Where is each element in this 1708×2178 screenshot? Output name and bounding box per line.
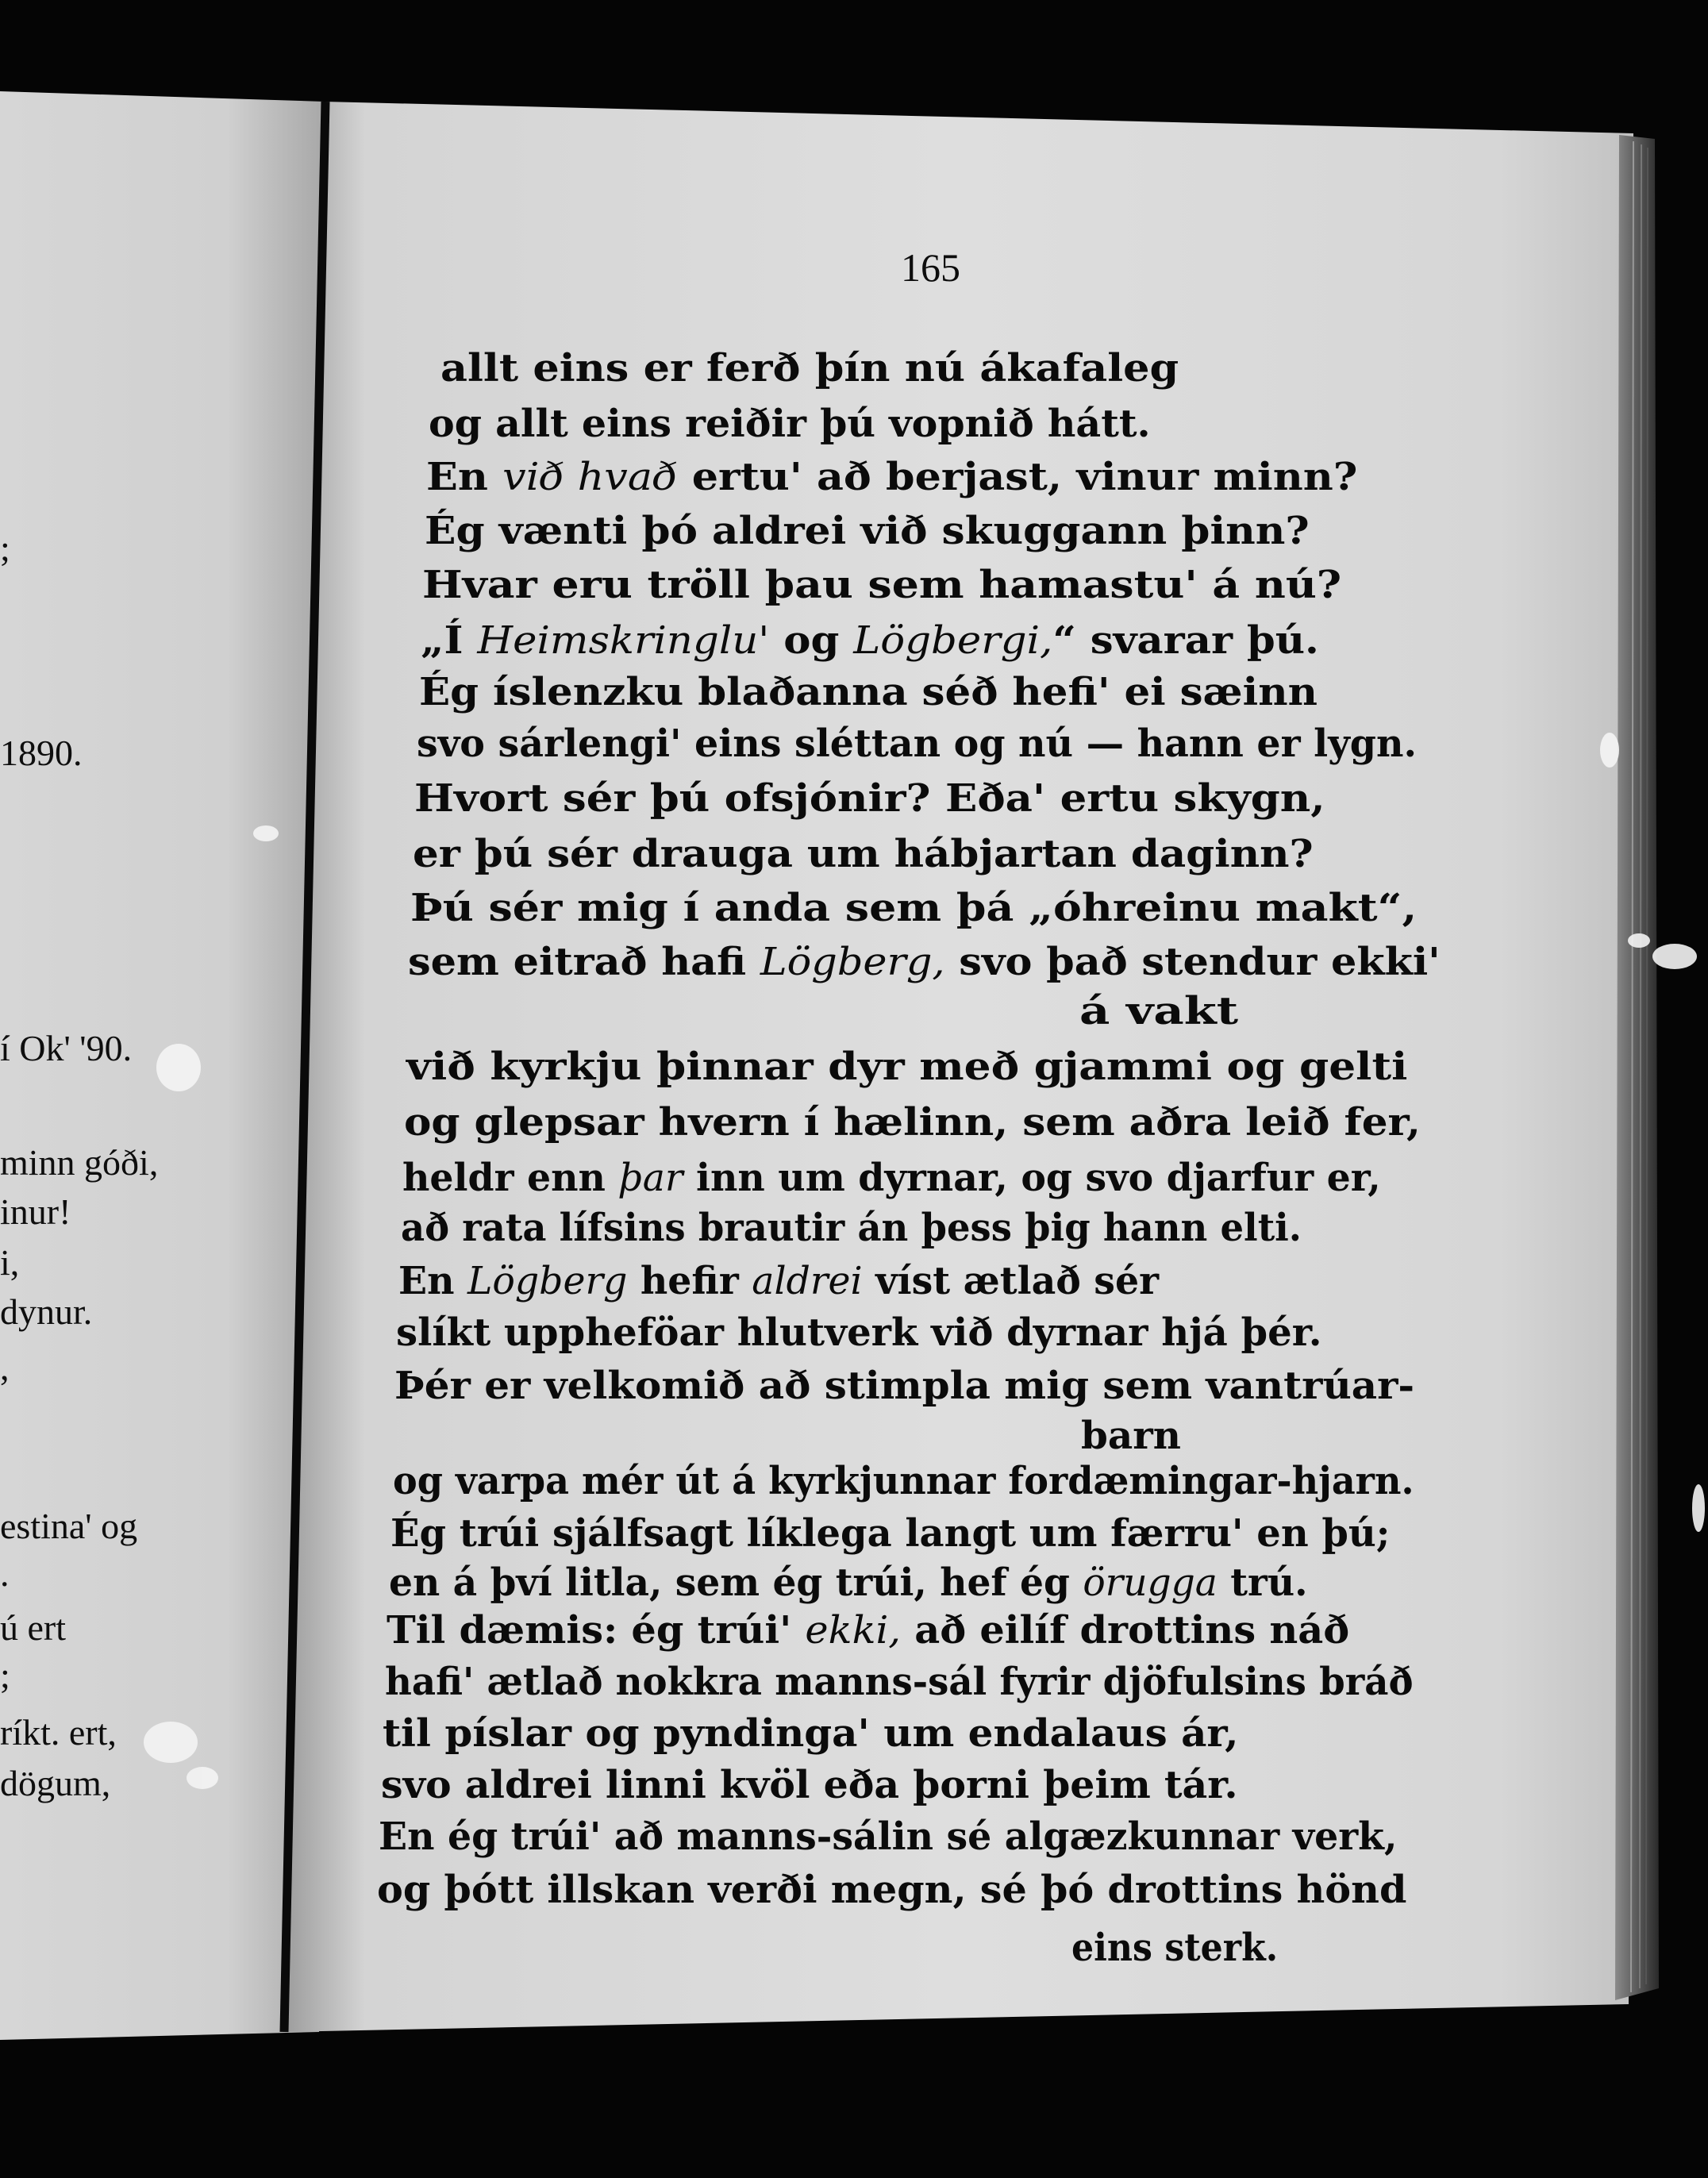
- edge-fragment: ú ert: [0, 1607, 67, 1648]
- verse-line: er þú sér drauga um hábjartan daginn?: [413, 832, 1314, 876]
- verse-line: en á því litla, sem ég trúi, hef ég örugga trú.: [389, 1560, 1308, 1605]
- verse-line: og varpa mér út á kyrkjunnar fordæmingar-hjarn.: [393, 1459, 1414, 1503]
- edge-fragment: dögum,: [0, 1763, 111, 1803]
- verse-line: heldr enn þar inn um dyrnar, og svo djarfur er,: [402, 1156, 1381, 1200]
- verse-line: svo sárlengi' eins sléttan og nú — hann er lygn.: [417, 722, 1418, 766]
- italic-text: Lögberg: [467, 1259, 628, 1303]
- page-number: 165: [901, 245, 960, 290]
- verse-line: hafi' ætlað nokkra manns-sál fyrir djöfulsins bráð: [385, 1660, 1414, 1704]
- italic-text: við hvað: [502, 455, 678, 499]
- edge-fragment: ríkt. ert,: [0, 1712, 117, 1753]
- verse-line: Ég íslenzku blaðanna séð hefi' ei sæinn: [419, 670, 1318, 714]
- verse-line: allt eins er ferð þín nú ákafaleg: [440, 346, 1179, 391]
- page-edges: [1615, 135, 1659, 2000]
- edge-fragment: ;: [0, 1655, 10, 1695]
- italic-text: örugga: [1083, 1560, 1218, 1605]
- verse-line: við kyrkju þinnar dyr með gjammi og gelti: [406, 1045, 1408, 1089]
- edge-fragment: ,: [0, 1347, 10, 1387]
- edge-fragment: dynur.: [0, 1291, 93, 1332]
- verse-line: og þótt illskan verði megn, sé þó drottins hönd: [377, 1868, 1407, 1912]
- verse-line: Hvort sér þú ofsjónir? Eða' ertu skygn,: [414, 776, 1325, 821]
- verse-line: Til dæmis: ég trúi' ekki, að eilíf drottins náð: [387, 1608, 1350, 1653]
- verse-line: og allt eins reiðir þú vopnið hátt.: [429, 402, 1151, 446]
- verse-line: Ég trúi sjálfsagt líklega langt um færru' en þú;: [390, 1511, 1391, 1556]
- italic-text: ekki,: [805, 1608, 902, 1653]
- verse-line: Hvar eru tröll þau sem hamastu' á nú?: [422, 563, 1342, 607]
- edge-fragment: ;: [0, 528, 10, 568]
- edge-fragment: 1890.: [0, 733, 83, 773]
- edge-fragment: .: [0, 1553, 10, 1594]
- verse-line: En Lögberg hefir aldrei víst ætlað sér: [398, 1259, 1160, 1303]
- italic-text: þar: [618, 1156, 683, 1200]
- italic-text: aldrei: [752, 1259, 863, 1303]
- verse-line: Þú sér mig í anda sem þá „óhreinu makt“,: [410, 886, 1418, 930]
- edge-fragment: inur!: [0, 1191, 71, 1232]
- verse-line: En við hvað ertu' að berjast, vinur minn?: [426, 455, 1358, 499]
- verse-line: á vakt: [1079, 989, 1239, 1033]
- edge-fragment: minn góði,: [0, 1142, 159, 1183]
- verse-line: barn: [1081, 1414, 1181, 1458]
- italic-text: Lögbergi,: [853, 618, 1053, 663]
- edge-fragment: estina' og: [0, 1506, 138, 1546]
- verse-line: svo aldrei linni kvöl eða þorni þeim tár.: [381, 1763, 1238, 1807]
- verse-line: Ég vænti þó aldrei við skuggann þinn?: [425, 509, 1310, 553]
- verse-line: Þér er velkomið að stimpla mig sem vantrúar-: [394, 1364, 1415, 1408]
- edge-fragment: í Ok' '90.: [0, 1028, 133, 1068]
- italic-text: Heimskringlu': [477, 618, 770, 663]
- verse-line: En ég trúi' að manns-sálin sé algæzkunnar verk,: [379, 1814, 1398, 1859]
- italic-text: Lögberg,: [760, 940, 945, 984]
- verse-line: „Í Heimskringlu' og Lögbergi,“ svarar þú.: [421, 618, 1319, 663]
- verse-line: og glepsar hvern í hælinn, sem aðra leið fer,: [404, 1100, 1421, 1145]
- verse-line: eins sterk.: [1071, 1926, 1279, 1970]
- verse-line: slíkt uppheföar hlutverk við dyrnar hjá þér.: [396, 1310, 1322, 1355]
- verse-line: til píslar og pyndinga' um endalaus ár,: [383, 1711, 1239, 1756]
- edge-fragment: i,: [0, 1242, 20, 1283]
- verse-line: sem eitrað hafi Lögberg, svo það stendur ekki': [408, 940, 1441, 984]
- verse-line: að rata lífsins brautir án þess þig hann elti.: [401, 1206, 1302, 1250]
